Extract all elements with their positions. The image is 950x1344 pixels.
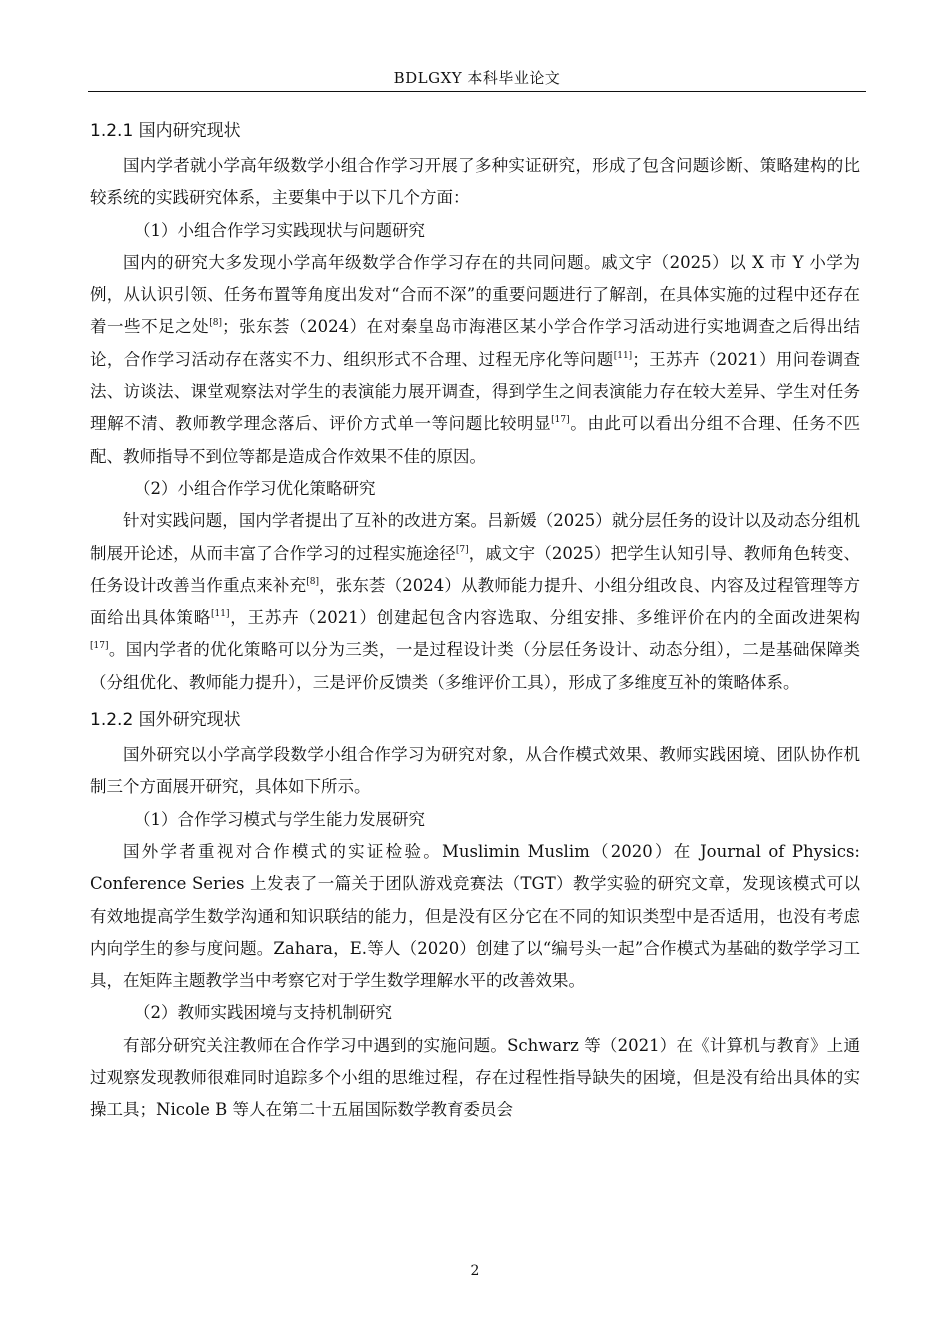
text-run: ；张东荟（2024）在对秦皇岛市海港区某小学合作学习活动进行实地调查之后得出结论，合作学习活动存在落实不力、组织形式不合理、过程无序化等问题 [90, 317, 861, 369]
text-run: ，王苏卉（2021）创建起包含内容选取、分组安排、多维评价在内的全面改进架构 [229, 608, 861, 628]
foreign-intro-paragraph: 国外研究以小学高学段数学小组合作学习为研究对象，从合作模式效果、教师实践困境、团队协作机制三个方面展开研究，具体如下所示。 [90, 745, 860, 797]
running-header: BDLGXY 本科毕业论文 [393, 69, 561, 87]
citation: [17] [90, 641, 109, 652]
text-run: 。国内学者的优化策略可以分为三类，一是过程设计类（分层任务设计、动态分组），二是基础保障类（分组优化、教师能力提升），三是评价反馈类（多维评价工具），形成了多维度互补的策略体系。 [90, 640, 860, 692]
domestic-strategy-paragraph [90, 505, 860, 699]
text-run: ；王苏卉（2021）用问卷调查法、访谈法、课堂观察法对学生的表演能力展开调查，得到学生之间表演能力存在较大差异、学生对任务理解不清、教师教学理念落后、评价方式单一等问题比较明显 [90, 349, 861, 434]
foreign-subheading-teachers: （2）教师实践困境与支持机制研究 [134, 1003, 392, 1023]
citation: [11] [613, 350, 633, 361]
domestic-practice-paragraph [90, 247, 860, 473]
text-run: ，戚文宇（2025）把学生认知引导、教师角色转变、任务设计改善当作重点来补充 [90, 543, 860, 595]
domestic-subheading-practice: （1）小组合作学习实践现状与问题研究 [134, 220, 425, 240]
text-run: ，张东荟（2024）从教师能力提升、小组分组改良、内容及过程管理等方面给出具体策略 [90, 575, 860, 628]
header-rule [88, 91, 866, 92]
citation: [7] [455, 544, 469, 555]
section-heading-domestic: 1.2.1 国内研究现状 [90, 121, 241, 141]
citation: [8] [209, 318, 222, 329]
section-heading-foreign: 1.2.2 国外研究现状 [90, 710, 241, 731]
domestic-subheading-strategy: （2）小组合作学习优化策略研究 [134, 478, 376, 498]
foreign-models-paragraph: 国外学者重视对合作模式的实证检验。Muslimin Muslim（2020）在 Journal of Physics: Conference Series 上发表了一篇关于团队游戏竞赛法（TGT）教学实验的研究文章，发现该模式可以有效地提高学生数学沟通和知识联结的能力，但是没有区分它在不同的知识类型中是否适用，也没有考虑内向学生的参与度问题。Zahara，E.等人（2020）创建了以“编号头一起”合作模式为基础的数学学习工具，在矩阵主题教学当中考察它对于学生数学理解水平的改善效果。 [90, 841, 860, 991]
domestic-intro-paragraph: 国内学者就小学高年级数学小组合作学习开展了多种实证研究，形成了包含问题诊断、策略建构的比较系统的实践研究体系，主要集中于以下几个方面： [90, 156, 860, 208]
page-body [90, 116, 860, 1127]
citation: [11] [211, 609, 230, 620]
page-number: 2 [470, 1263, 480, 1279]
foreign-teachers-paragraph: 有部分研究关注教师在合作学习中遇到的实施问题。Schwarz 等（2021）在《计算机与教育》上通过观察发现教师很难同时追踪多个小组的思维过程，存在过程性指导缺失的困境，但是没有给出具体的实操工具；Nicole B 等人在第二十五届国际数学教育委员会 [90, 1035, 860, 1120]
foreign-subheading-models: （1）合作学习模式与学生能力发展研究 [134, 809, 425, 829]
text-run: 。由此可以看出分组不合理、任务不匹配、教师指导不到位等都是造成合作效果不佳的原因。 [90, 414, 861, 466]
text-run: 针对实践问题，国内学者提出了互补的改进方案。吕新媛（2025）就分层任务的设计以及动态分组机制展开论述，从而丰富了合作学习的过程实施途径 [90, 511, 860, 563]
citation: [17] [551, 415, 570, 426]
citation: [8] [306, 576, 319, 587]
text-run: 国内的研究大多发现小学高年级数学合作学习存在的共同问题。戚文宇（2025）以 X 市 Y 小学为例，从认识引领、任务布置等角度出发对“合而不深”的重要问题进行了解剖，在具体实施的过程中还存在着一些不足之处 [90, 252, 860, 337]
